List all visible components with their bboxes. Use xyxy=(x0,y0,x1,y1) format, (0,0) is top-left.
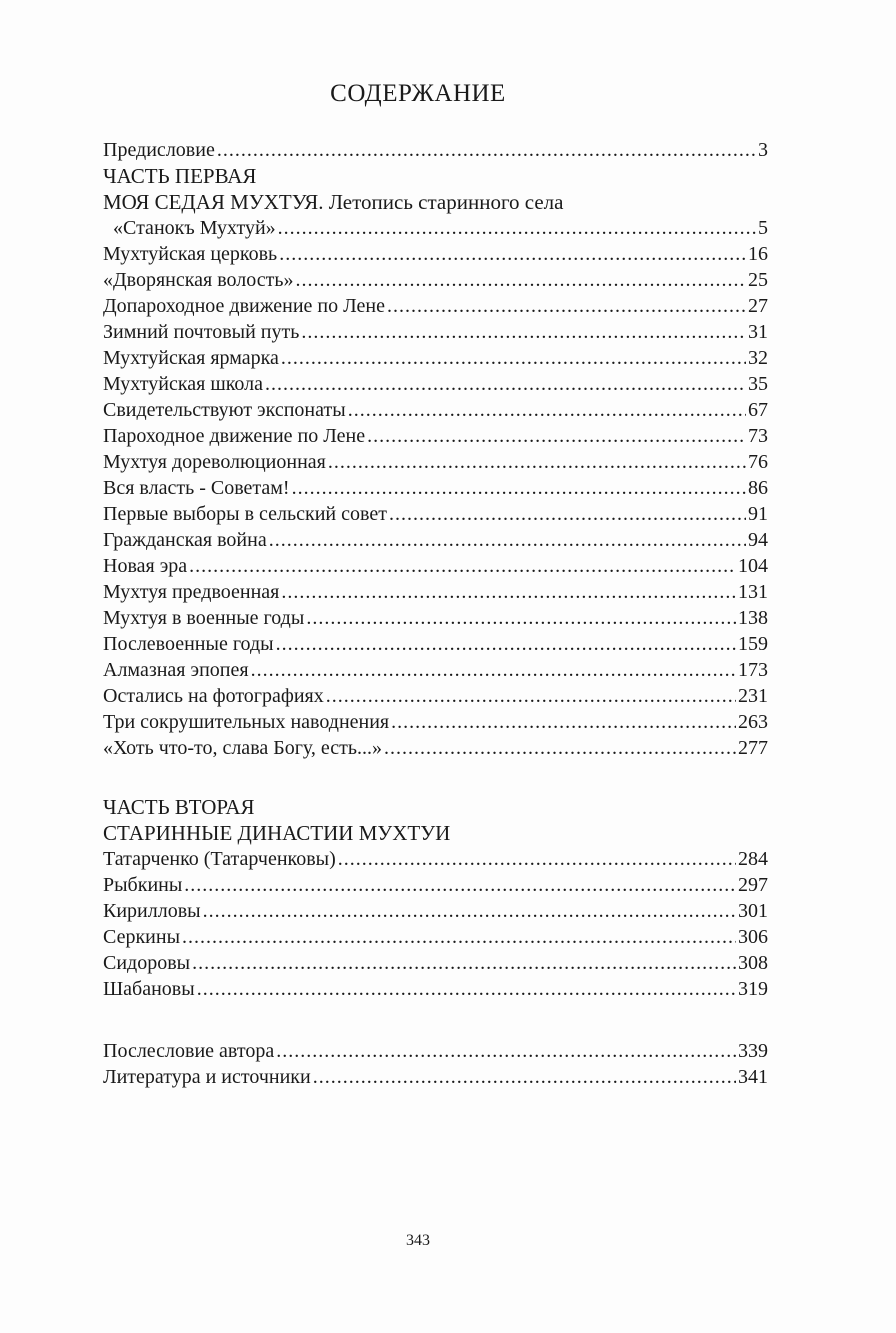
leader-dots xyxy=(326,683,736,709)
entry-label: Мухтуйская церковь xyxy=(103,243,278,265)
entry-page: 319 xyxy=(738,978,768,1000)
entry-label: Три сокрушительных наводнения xyxy=(103,711,390,733)
entry-page: 231 xyxy=(738,685,768,707)
leader-dots xyxy=(387,293,746,319)
entry-label: Предисловие xyxy=(103,139,215,161)
toc-part1 xyxy=(103,137,768,761)
toc-entry[interactable] xyxy=(103,475,768,501)
leader-dots xyxy=(391,709,736,735)
entry-label: «Дворянская волость» xyxy=(103,269,294,291)
toc-end xyxy=(103,1038,768,1090)
entry-label: Первые выборы в сельский совет xyxy=(103,503,387,525)
toc-entry[interactable] xyxy=(103,683,768,709)
leader-dots xyxy=(192,950,736,976)
entry-label: Мухтуя дореволюционная xyxy=(103,451,326,473)
entry-label: Сидоровы xyxy=(103,952,191,974)
leader-dots xyxy=(269,527,746,553)
entry-page: 306 xyxy=(738,926,768,948)
entry-label: Послевоенные годы xyxy=(103,633,274,655)
leader-dots xyxy=(281,579,736,605)
toc-entry[interactable] xyxy=(103,241,768,267)
entry-page: 173 xyxy=(738,659,768,681)
entry-label: Мухтуя в военные годы xyxy=(103,607,305,629)
toc-entry[interactable] xyxy=(103,924,768,950)
toc-entry[interactable] xyxy=(103,579,768,605)
leader-dots xyxy=(203,898,736,924)
entry-label: «Станокъ Мухтуй» xyxy=(113,217,276,239)
leader-dots xyxy=(328,449,746,475)
part1-heading: ЧАСТЬ ПЕРВАЯ xyxy=(103,164,257,188)
entry-label: Серкины xyxy=(103,926,181,948)
toc-entry[interactable] xyxy=(103,657,768,683)
entry-page: 5 xyxy=(758,217,768,239)
toc-entry[interactable] xyxy=(103,872,768,898)
toc-entry[interactable] xyxy=(103,709,768,735)
toc-entry[interactable] xyxy=(103,976,768,1002)
entry-page: 277 xyxy=(738,737,768,759)
leader-dots xyxy=(281,345,746,371)
entry-page: 86 xyxy=(748,477,768,499)
entry-label: Зимний почтовый путь xyxy=(103,321,300,343)
toc-entry[interactable] xyxy=(103,267,768,293)
leader-dots xyxy=(276,631,736,657)
leader-dots xyxy=(389,501,746,527)
entry-label: Мухтуйская ярмарка xyxy=(103,347,279,369)
leader-dots xyxy=(279,241,746,267)
leader-dots xyxy=(292,475,746,501)
entry-label: Гражданская война xyxy=(103,529,267,551)
entry-page: 341 xyxy=(738,1066,768,1088)
entry-page: 308 xyxy=(738,952,768,974)
entry-page: 91 xyxy=(748,503,768,525)
entry-label: Послесловие автора xyxy=(103,1040,275,1062)
entry-page: 138 xyxy=(738,607,768,629)
entry-label: Мухтуйская школа xyxy=(103,373,264,395)
entry-page: 94 xyxy=(748,529,768,551)
entry-page: 104 xyxy=(738,555,768,577)
leader-dots xyxy=(184,872,736,898)
toc-entry[interactable] xyxy=(103,397,768,423)
entry-page: 76 xyxy=(748,451,768,473)
entry-label: Литература и источники xyxy=(103,1066,311,1088)
toc-entry[interactable] xyxy=(103,501,768,527)
toc-entry[interactable] xyxy=(103,950,768,976)
entry-label: Новая эра xyxy=(103,555,188,577)
leader-dots xyxy=(182,924,736,950)
entry-page: 284 xyxy=(738,848,768,870)
toc-entry[interactable] xyxy=(103,1038,768,1064)
entry-label: Мухтуя предвоенная xyxy=(103,581,280,603)
entry-page: 32 xyxy=(748,347,768,369)
toc-entry[interactable] xyxy=(103,553,768,579)
toc-entry[interactable] xyxy=(103,319,768,345)
entry-page: 73 xyxy=(748,425,768,447)
toc-entry[interactable] xyxy=(103,527,768,553)
entry-label: Вся власть - Советам! xyxy=(103,477,290,499)
toc-entry[interactable] xyxy=(103,898,768,924)
leader-dots xyxy=(217,137,756,163)
toc-entry-preface[interactable] xyxy=(103,137,768,163)
leader-dots xyxy=(338,846,736,872)
entry-page: 301 xyxy=(738,900,768,922)
entry-page: 25 xyxy=(748,269,768,291)
entry-page: 16 xyxy=(748,243,768,265)
toc-entry[interactable] xyxy=(103,1064,768,1090)
entry-page: 263 xyxy=(738,711,768,733)
entry-page: 297 xyxy=(738,874,768,896)
entry-page: 27 xyxy=(748,295,768,317)
toc-entry[interactable] xyxy=(103,215,768,241)
leader-dots xyxy=(348,397,746,423)
entry-label: «Хоть что-то, слава Богу, есть...» xyxy=(103,737,383,759)
entry-page: 31 xyxy=(748,321,768,343)
toc-part2 xyxy=(103,794,768,1002)
leader-dots xyxy=(306,605,736,631)
entry-label: Кирилловы xyxy=(103,900,201,922)
entry-label: Шабановы xyxy=(103,978,195,1000)
leader-dots xyxy=(278,215,756,241)
leader-dots xyxy=(384,735,736,761)
entry-page: 67 xyxy=(748,399,768,421)
leader-dots xyxy=(301,319,746,345)
entry-label: Допароходное движение по Лене xyxy=(103,295,386,317)
part2-heading: ЧАСТЬ ВТОРАЯ xyxy=(103,795,255,819)
leader-dots xyxy=(197,976,736,1002)
entry-label: Татарченко (Татарченковы) xyxy=(103,848,336,870)
entry-page: 159 xyxy=(738,633,768,655)
toc-entry[interactable] xyxy=(103,631,768,657)
toc-entry[interactable] xyxy=(103,605,768,631)
page-title: СОДЕРЖАНИЕ xyxy=(330,80,506,107)
leader-dots xyxy=(265,371,746,397)
entry-page: 339 xyxy=(738,1040,768,1062)
toc-entry[interactable] xyxy=(103,449,768,475)
toc-entry[interactable] xyxy=(103,345,768,371)
page-number: 343 xyxy=(406,1232,430,1249)
entry-page: 131 xyxy=(738,581,768,603)
leader-dots xyxy=(295,267,746,293)
part2-subheading: СТАРИННЫЕ ДИНАСТИИ МУХТУИ xyxy=(103,821,451,845)
toc-entry[interactable] xyxy=(103,735,768,761)
entry-label: Остались на фотографиях xyxy=(103,685,324,707)
leader-dots xyxy=(251,657,736,683)
toc-entry[interactable] xyxy=(103,423,768,449)
entry-label: Пароходное движение по Лене xyxy=(103,425,366,447)
toc-entry[interactable] xyxy=(103,371,768,397)
entry-page: 3 xyxy=(758,139,768,161)
entry-label: Рыбкины xyxy=(103,874,183,896)
toc-entry[interactable] xyxy=(103,846,768,872)
leader-dots xyxy=(189,553,736,579)
leader-dots xyxy=(367,423,746,449)
entry-page: 35 xyxy=(748,373,768,395)
leader-dots xyxy=(313,1064,736,1090)
toc-entry[interactable] xyxy=(103,293,768,319)
part1-subheading: МОЯ СЕДАЯ МУХТУЯ. Летопись старинного села xyxy=(103,190,564,214)
entry-label: Алмазная эпопея xyxy=(103,659,249,681)
leader-dots xyxy=(276,1038,736,1064)
entry-label: Свидетельствуют экспонаты xyxy=(103,399,346,421)
